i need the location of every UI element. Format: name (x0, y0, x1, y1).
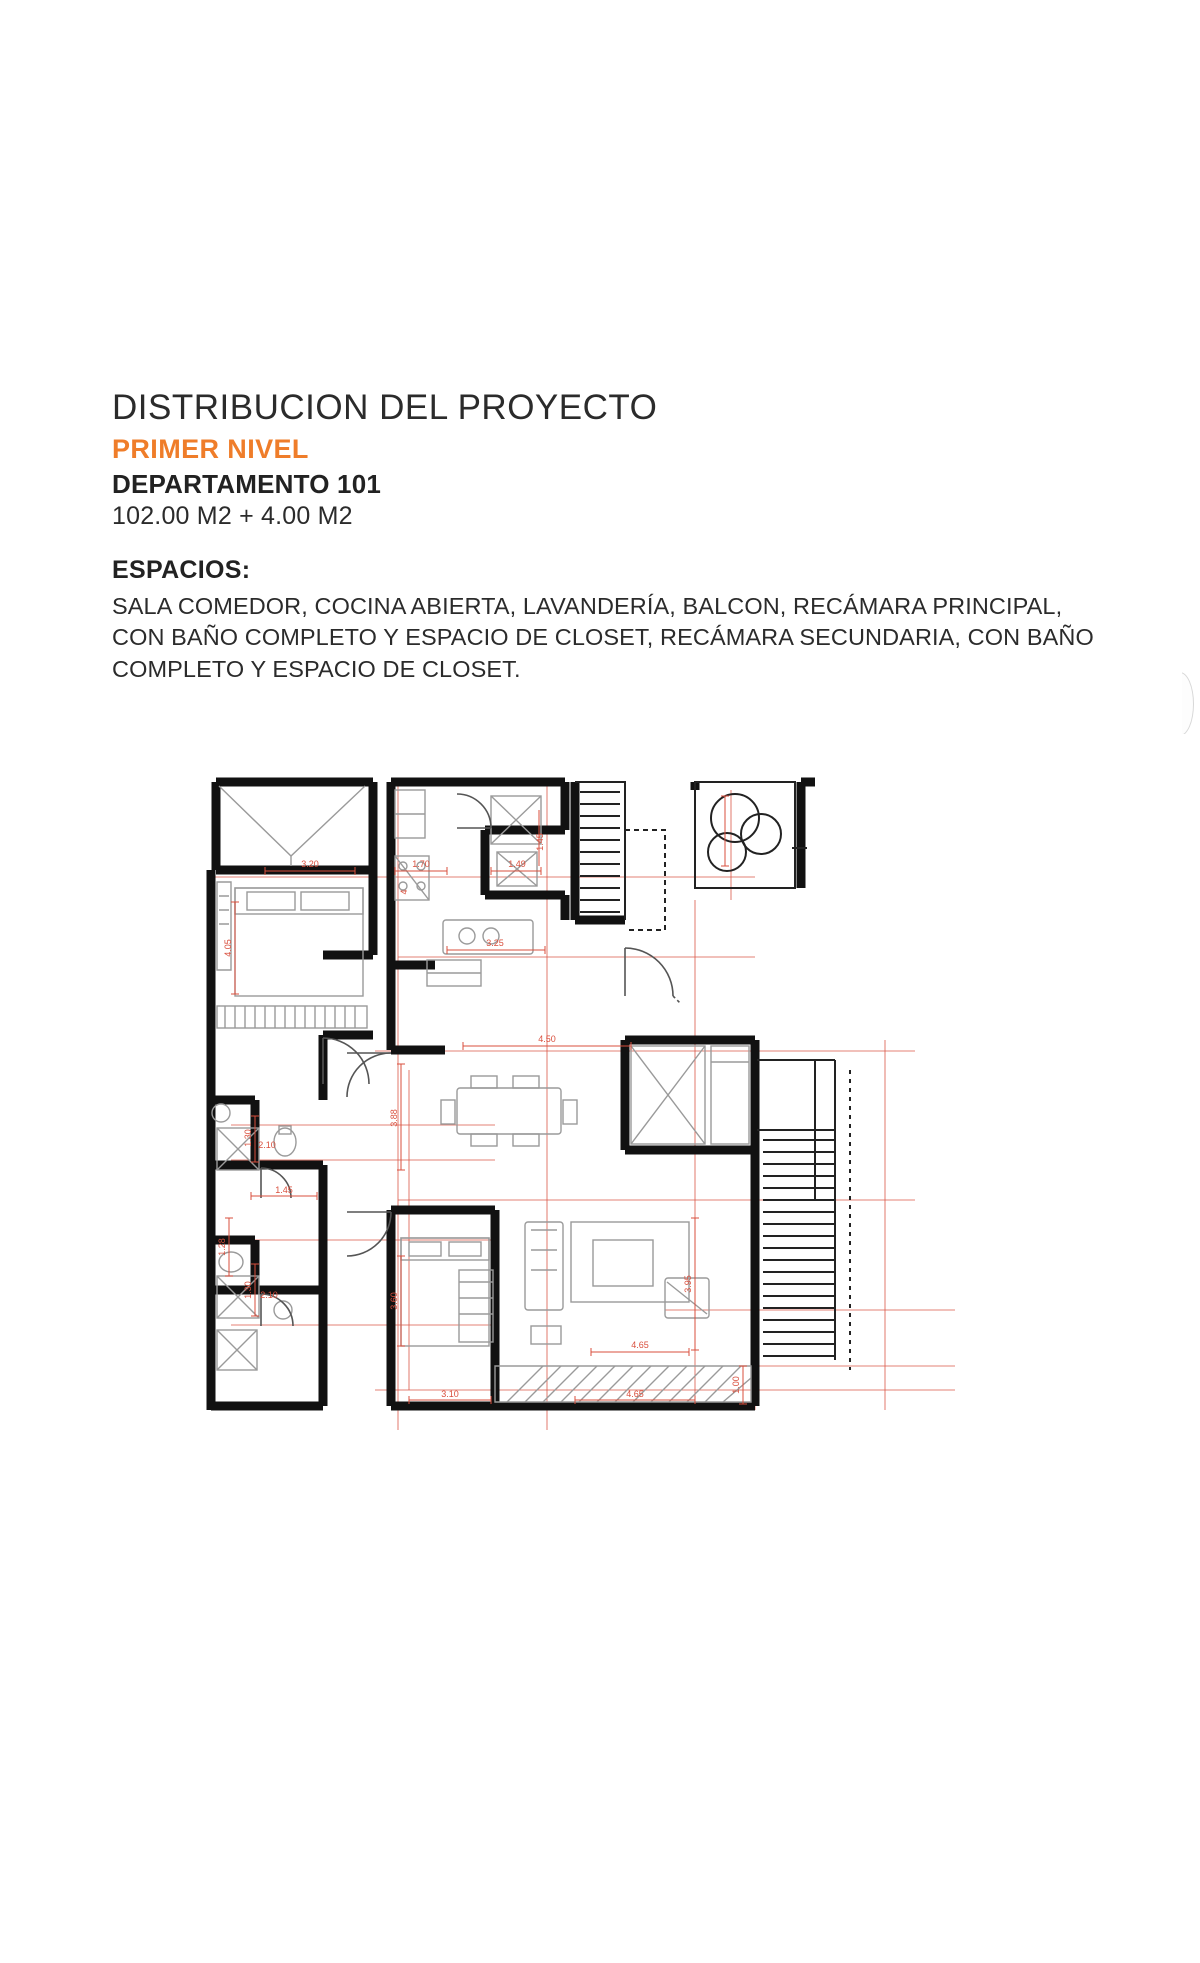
dim-3-95: 3.95 (683, 1275, 693, 1293)
page-curl-artifact (1182, 672, 1200, 734)
dim-1-70: 1.70 (412, 859, 430, 869)
project-info-block (112, 390, 1112, 685)
dim-3-60: 3.60 (389, 1292, 399, 1310)
dim-1-49: 1.49 (508, 859, 526, 869)
level-subtitle: PRIMER NIVEL (112, 433, 309, 464)
dim-4-00: 4 (399, 889, 409, 895)
dim-1-45-v: 1.45 (535, 833, 545, 851)
area-label: 102.00 M2 + 4.00 M2 (112, 501, 353, 530)
page-title: DISTRIBUCION DEL PROYECTO (112, 388, 658, 427)
dim-2-10-a: 2.10 (258, 1140, 276, 1150)
dim-1-45-h: 1.45 (275, 1185, 293, 1195)
dim-4-65-b: 4.65 (626, 1389, 644, 1399)
dim-1-00: 1.00 (731, 1376, 741, 1394)
floor-plan-drawing (195, 770, 1075, 1450)
dim-1-28: 1.28 (217, 1238, 227, 1256)
dim-2-10-b: 2.10 (260, 1290, 278, 1300)
dim-3-10: 3.10 (441, 1389, 459, 1399)
dim-4-05: 4.05 (223, 939, 233, 957)
dim-1-30-a: 1.30 (243, 1129, 253, 1147)
dim-4-65-a: 4.65 (631, 1340, 649, 1350)
department-label: DEPARTAMENTO 101 (112, 469, 382, 500)
spaces-description: SALA COMEDOR, COCINA ABIERTA, LAVANDERÍA, BALCON, RECÁMARA PRINCIPAL, CON BAÑO COMPLETO Y ESPACIO DE CLOSET, RECÁMARA SECUNDARIA, CON BAÑO COMPLETO Y ESPACIO DE CLOSET. (112, 593, 1094, 682)
dim-1-30-b: 1.30 (243, 1281, 253, 1299)
dim-3-25: 3.25 (486, 938, 504, 948)
spaces-heading: ESPACIOS: (112, 556, 251, 585)
dim-3-20: 3.20 (301, 859, 319, 869)
dim-3-88: 3.88 (389, 1109, 399, 1127)
dim-4-50: 4.50 (538, 1034, 556, 1044)
